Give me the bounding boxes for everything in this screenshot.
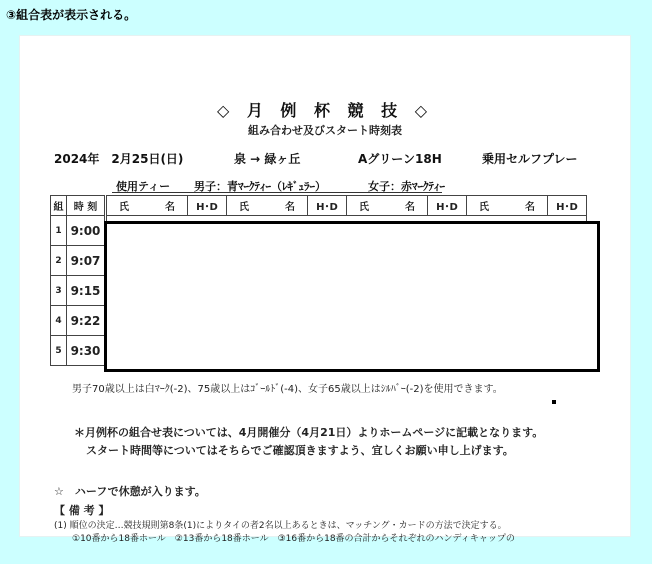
stray-mark bbox=[552, 400, 556, 404]
april-notice: ＊月例杯の組合せ表については、4月開催分（4月21日）よりホームページに記載となります。 bbox=[74, 426, 544, 439]
start-time: 9:15 bbox=[67, 276, 106, 306]
group-number: 5 bbox=[51, 336, 67, 366]
event-course: 泉 → 緑ヶ丘 bbox=[234, 152, 301, 166]
header-time: 時 刻 bbox=[67, 196, 106, 216]
remarks-rule-1: (1) 順位の決定…競技規則第8条(1)によりタイの者2名以上あるときは、マッチング・カードの方法で決定する。 bbox=[54, 521, 507, 531]
start-time-notice: スタート時間等についてはそちらでご確認頂きますよう、宜しくお願い申し上げます。 bbox=[86, 444, 514, 457]
header-hd-3: H･D bbox=[428, 196, 467, 216]
half-break-note: ☆ ハーフで休憩が入ります。 bbox=[54, 485, 206, 498]
start-time: 9:07 bbox=[67, 246, 106, 276]
instruction-caption: ③組合表が表示される。 bbox=[6, 8, 137, 22]
header-name-2: 氏 名 bbox=[227, 196, 308, 216]
event-date: 2024年 2月25日(日) bbox=[54, 152, 184, 166]
group-number: 2 bbox=[51, 246, 67, 276]
document-subtitle: 組み合わせ及びスタート時刻表 bbox=[248, 124, 402, 137]
header-name-3: 氏 名 bbox=[347, 196, 428, 216]
header-name-4: 氏 名 bbox=[467, 196, 548, 216]
remarks-rule-2: ①10番から18番ホール ②13番から18番ホール ③16番から18番の合計からそれぞれのハンディキャップの bbox=[72, 534, 515, 544]
tee-underline bbox=[112, 192, 442, 193]
document-title: ◇ 月 例 杯 競 技 ◇ bbox=[216, 101, 434, 120]
header-hd-2: H･D bbox=[308, 196, 347, 216]
event-green: Aグリーン18H bbox=[358, 152, 442, 166]
senior-tee-note: 男子70歳以上は白ﾏｰｸ(-2)、75歳以上はｺﾞｰﾙﾄﾞ(-4)、女子65歳以上はｼﾙﾊﾞｰ(-2)を使用できます。 bbox=[72, 384, 503, 395]
tee-label: 使用ティー bbox=[116, 180, 171, 193]
start-time: 9:00 bbox=[67, 216, 106, 246]
header-name-1: 氏 名 bbox=[106, 196, 188, 216]
header-hd-4: H･D bbox=[548, 196, 587, 216]
header-hd-1: H･D bbox=[188, 196, 227, 216]
group-number: 3 bbox=[51, 276, 67, 306]
group-number: 4 bbox=[51, 306, 67, 336]
start-time: 9:30 bbox=[67, 336, 106, 366]
group-number: 1 bbox=[51, 216, 67, 246]
start-time: 9:22 bbox=[67, 306, 106, 336]
tee-women: 女子：赤ﾏｰｸﾃｨｰ bbox=[368, 180, 445, 193]
blank-pairing-area bbox=[104, 221, 600, 372]
tee-men: 男子：青ﾏｰｸﾃｨｰ（ﾚｷﾞｭﾗｰ） bbox=[194, 180, 326, 193]
schedule-header-row bbox=[51, 196, 587, 216]
header-group: 組 bbox=[51, 196, 67, 216]
remarks-heading: 【 備 考 】 bbox=[54, 504, 110, 517]
pairing-document bbox=[20, 36, 630, 544]
event-cart: 乗用セルフプレー bbox=[482, 152, 578, 166]
